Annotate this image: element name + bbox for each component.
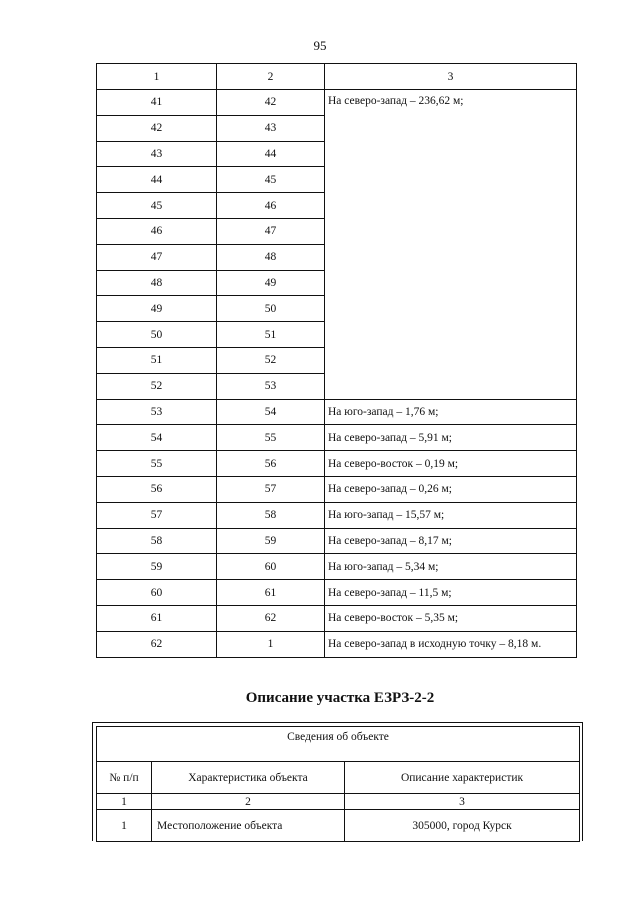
point-to: 53 — [217, 373, 325, 399]
table-row — [97, 399, 577, 425]
object-info-table — [96, 726, 580, 842]
point-to: 45 — [217, 167, 325, 193]
point-to: 57 — [217, 476, 325, 502]
point-from: 54 — [97, 425, 217, 451]
point-from: 51 — [97, 347, 217, 373]
column-header-characteristic: Характеристика объекта — [152, 762, 345, 794]
point-to: 60 — [217, 554, 325, 580]
segment-description: На северо-запад в исходную точку – 8,18 м. — [325, 631, 577, 657]
segment-description: На юго-запад – 5,34 м; — [325, 554, 577, 580]
point-to: 43 — [217, 115, 325, 141]
point-from: 57 — [97, 502, 217, 528]
point-to: 61 — [217, 580, 325, 606]
point-from: 52 — [97, 373, 217, 399]
boundary-table — [96, 63, 577, 658]
point-from: 59 — [97, 554, 217, 580]
point-from: 62 — [97, 631, 217, 657]
object-info-heading: Сведения об объекте — [97, 727, 580, 762]
point-to: 44 — [217, 141, 325, 167]
table-row — [97, 554, 577, 580]
segment-description: На северо-запад – 0,26 м; — [325, 476, 577, 502]
point-to: 1 — [217, 631, 325, 657]
column-header-description: Описание характеристик — [345, 762, 580, 794]
column-number-2: 2 — [152, 794, 345, 810]
object-row-characteristic: Местоположение объекта — [152, 810, 345, 842]
table-row — [97, 90, 577, 116]
column-number-1: 1 — [97, 794, 152, 810]
segment-description: На северо-запад – 8,17 м; — [325, 528, 577, 554]
point-to: 59 — [217, 528, 325, 554]
point-to: 48 — [217, 244, 325, 270]
table-row — [97, 631, 577, 657]
column-header-2: 2 — [217, 64, 325, 90]
point-from: 44 — [97, 167, 217, 193]
point-to: 55 — [217, 425, 325, 451]
point-to: 51 — [217, 322, 325, 348]
point-to: 42 — [217, 90, 325, 116]
segment-description: На северо-запад – 5,91 м; — [325, 425, 577, 451]
table-row — [97, 476, 577, 502]
point-to: 54 — [217, 399, 325, 425]
point-to: 52 — [217, 347, 325, 373]
point-to: 56 — [217, 451, 325, 477]
point-from: 45 — [97, 193, 217, 219]
point-from: 49 — [97, 296, 217, 322]
segment-description: На северо-восток – 0,19 м; — [325, 451, 577, 477]
point-from: 56 — [97, 476, 217, 502]
table-row — [97, 528, 577, 554]
table-row — [97, 451, 577, 477]
point-to: 50 — [217, 296, 325, 322]
object-info-frame — [92, 722, 583, 841]
column-header-number: № п/п — [97, 762, 152, 794]
column-header-3: 3 — [325, 64, 577, 90]
section-title: Описание участка ЕЗРЗ-2-2 — [245, 690, 435, 706]
object-row-description: 305000, город Курск — [345, 810, 580, 842]
column-header-1: 1 — [97, 64, 217, 90]
table-row — [97, 605, 577, 631]
table-row — [97, 580, 577, 606]
point-from: 47 — [97, 244, 217, 270]
point-from: 42 — [97, 115, 217, 141]
point-to: 62 — [217, 605, 325, 631]
point-to: 46 — [217, 193, 325, 219]
point-from: 46 — [97, 218, 217, 244]
segment-description: На северо-восток – 5,35 м; — [325, 605, 577, 631]
table-row — [97, 502, 577, 528]
point-from: 41 — [97, 90, 217, 116]
segment-description: На северо-запад – 11,5 м; — [325, 580, 577, 606]
point-from: 61 — [97, 605, 217, 631]
table-row — [97, 425, 577, 451]
segment-description: На юго-запад – 15,57 м; — [325, 502, 577, 528]
point-from: 58 — [97, 528, 217, 554]
point-from: 55 — [97, 451, 217, 477]
segment-description: На юго-запад – 1,76 м; — [325, 399, 577, 425]
page-number: 95 — [313, 38, 327, 53]
point-from: 48 — [97, 270, 217, 296]
point-to: 49 — [217, 270, 325, 296]
point-to: 47 — [217, 218, 325, 244]
point-from: 50 — [97, 322, 217, 348]
point-from: 60 — [97, 580, 217, 606]
point-from: 53 — [97, 399, 217, 425]
point-from: 43 — [97, 141, 217, 167]
object-row-number: 1 — [97, 810, 152, 842]
point-to: 58 — [217, 502, 325, 528]
column-number-3: 3 — [345, 794, 580, 810]
segment-description: На северо-запад – 236,62 м; — [325, 90, 577, 400]
